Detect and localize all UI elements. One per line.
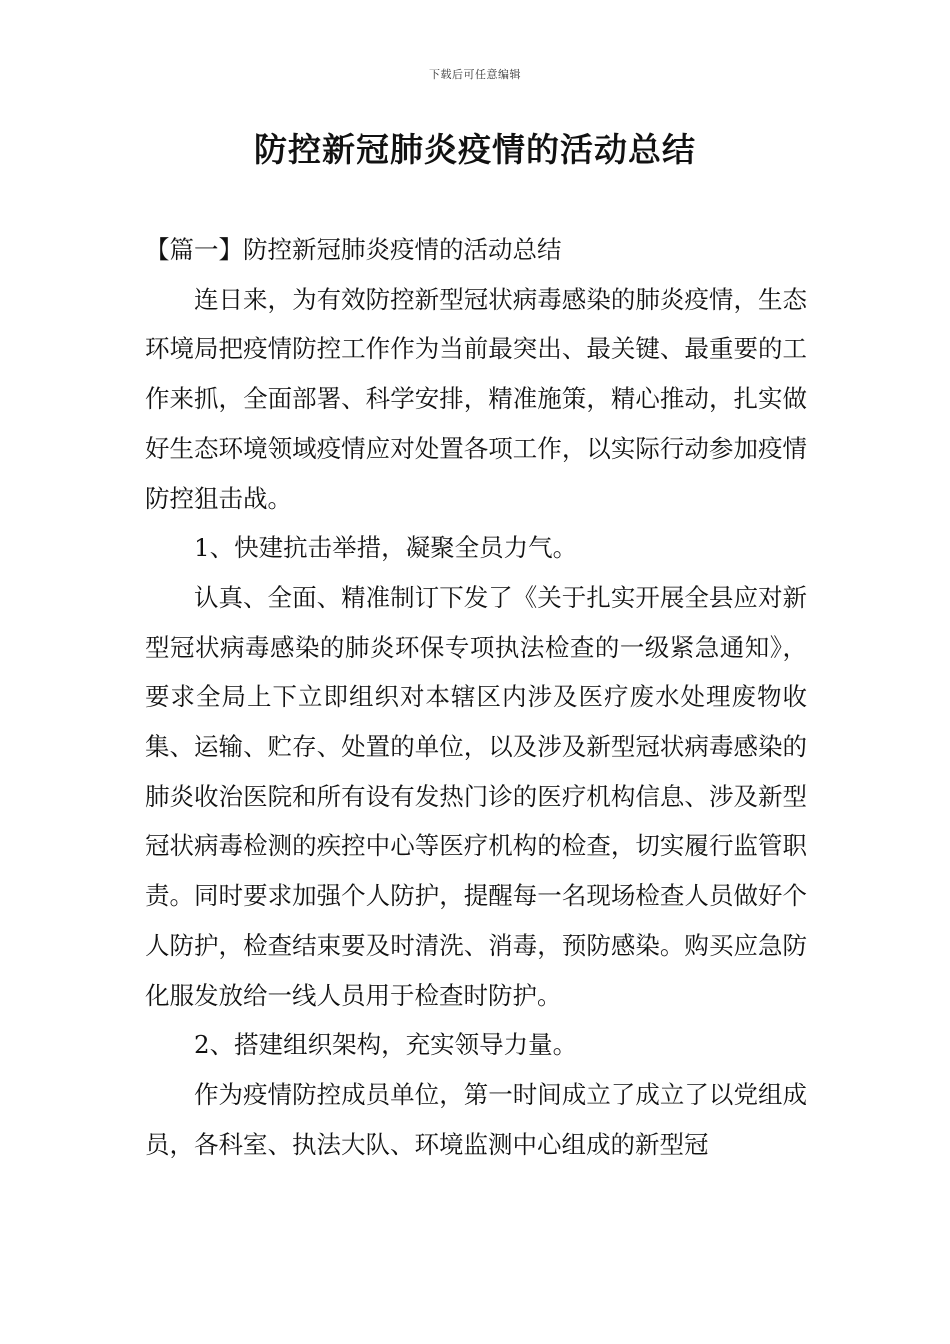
document-title: 防控新冠肺炎疫情的活动总结 [254, 130, 696, 169]
document-body [145, 225, 807, 1169]
header-note: 下载后可任意编辑 [429, 68, 521, 81]
paragraph: 连日来，为有效防控新型冠状病毒感染的肺炎疫情，生态环境局把疫情防控工作作为当前最突出、最关键、最重要的工作来抓，全面部署、科学安排，精准施策，精心推动，扎实做好生态环境领域疫情应对处置各项工作，以实际行动参加疫情防控狙击战。 [145, 284, 807, 513]
paragraph: 作为疫情防控成员单位，第一时间成立了成立了以党组成员，各科室、执法大队、环境监测中心组成的新型冠 [145, 1079, 807, 1159]
paragraph: 认真、全面、精准制订下发了《关于扎实开展全县应对新型冠状病毒感染的肺炎环保专项执法检查的一级紧急通知》，要求全局上下立即组织对本辖区内涉及医疗废水处理废物收集、运输、贮存、处置的单位，以及涉及新型冠状病毒感染的肺炎收治医院和所有设有发热门诊的医疗机构信息、涉及新型冠状病毒检测的疾控中心等医疗机构的检查，切实履行监管职责。同时要求加强个人防护，提醒每一名现场检查人员做好个人防护，检查结束要及时清洗、消毒，预防感染。购买应急防化服发放给一线人员用于检查时防护。 [145, 582, 807, 1010]
subheading-2: 2、搭建组织架构，充实领导力量。 [194, 1030, 578, 1060]
subheading-1: 1、快建抗击举措，凝聚全员力气。 [194, 533, 578, 563]
section-heading: 【篇一】防控新冠肺炎疫情的活动总结 [145, 235, 562, 264]
